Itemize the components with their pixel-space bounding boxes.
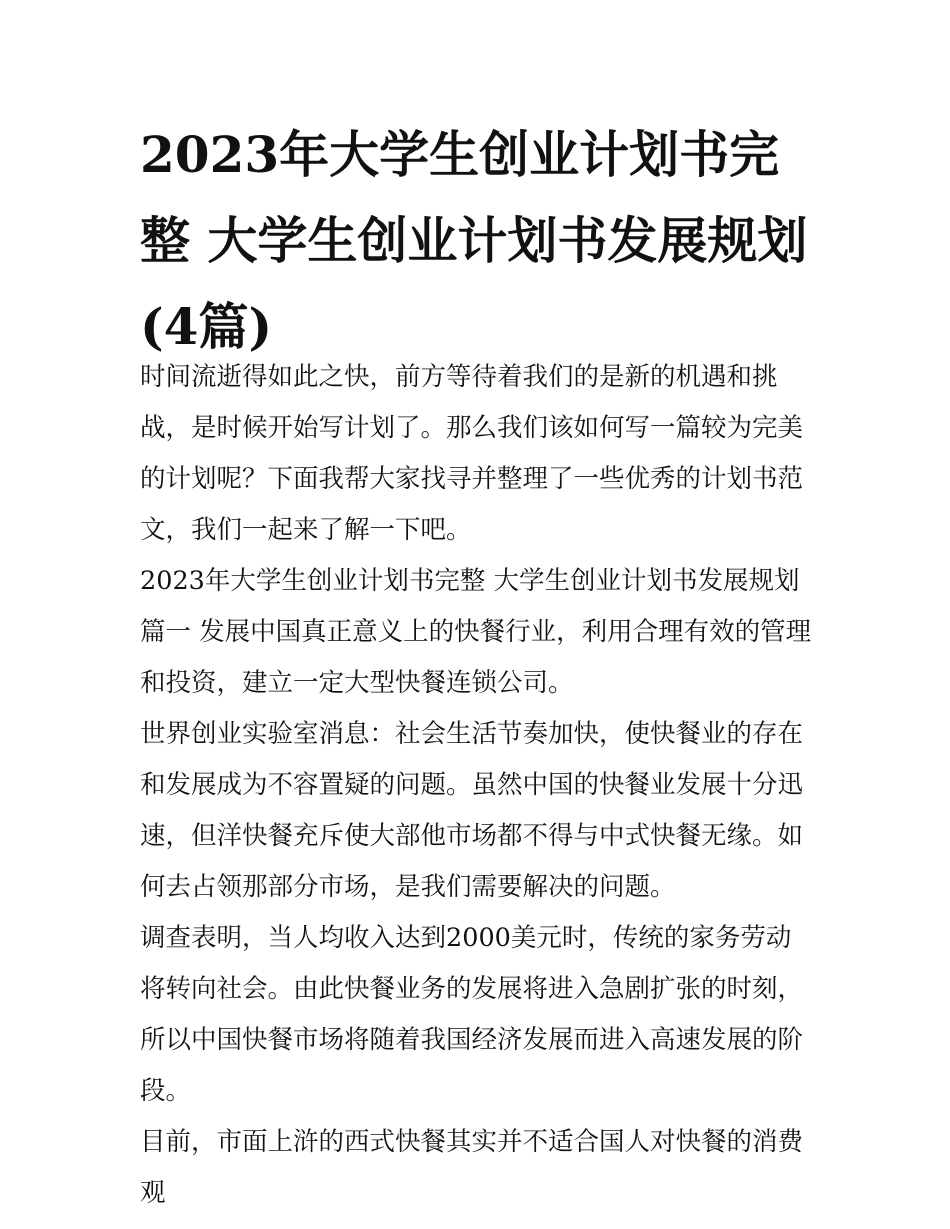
paragraph-survey: 调查表明，当人均收入达到2000美元时，传统的家务劳动将转向社会。由此快餐业务的发展将进入急剧扩张的时刻，所以中国快餐市场将随着我国经济发展而进入高速发展的阶段。: [140, 923, 804, 1106]
document-title: 2023年大学生创业计划书完整 大学生创业计划书发展规划(4篇): [140, 125, 808, 356]
paragraph-market-news: 世界创业实验室消息：社会生活节奏加快，使快餐业的存在和发展成为不容置疑的问题。虽然中国的快餐业发展十分迅速，但洋快餐充斥使大部他市场都不得与中式快餐无缘。如何去占领那部分市场，是我们需要解决的问题。: [140, 719, 804, 902]
paragraph-intro: 时间流逝得如此之快，前方等待着我们的是新的机遇和挑战，是时候开始写计划了。那么我们该如何写一篇较为完美的计划呢？下面我帮大家找寻并整理了一些优秀的计划书范文，我们一起来了解一下吧。: [140, 362, 804, 545]
document-body: [140, 352, 812, 1219]
paragraph-current-market: 目前，市面上浒的西式快餐其实并不适合国人对快餐的消费观: [140, 1127, 804, 1208]
paragraph-section-one: 2023年大学生创业计划书完整 大学生创业计划书发展规划篇一 发展中国真正意义上的快餐行业，利用合理有效的管理和投资，建立一定大型快餐连锁公司。: [140, 566, 812, 698]
